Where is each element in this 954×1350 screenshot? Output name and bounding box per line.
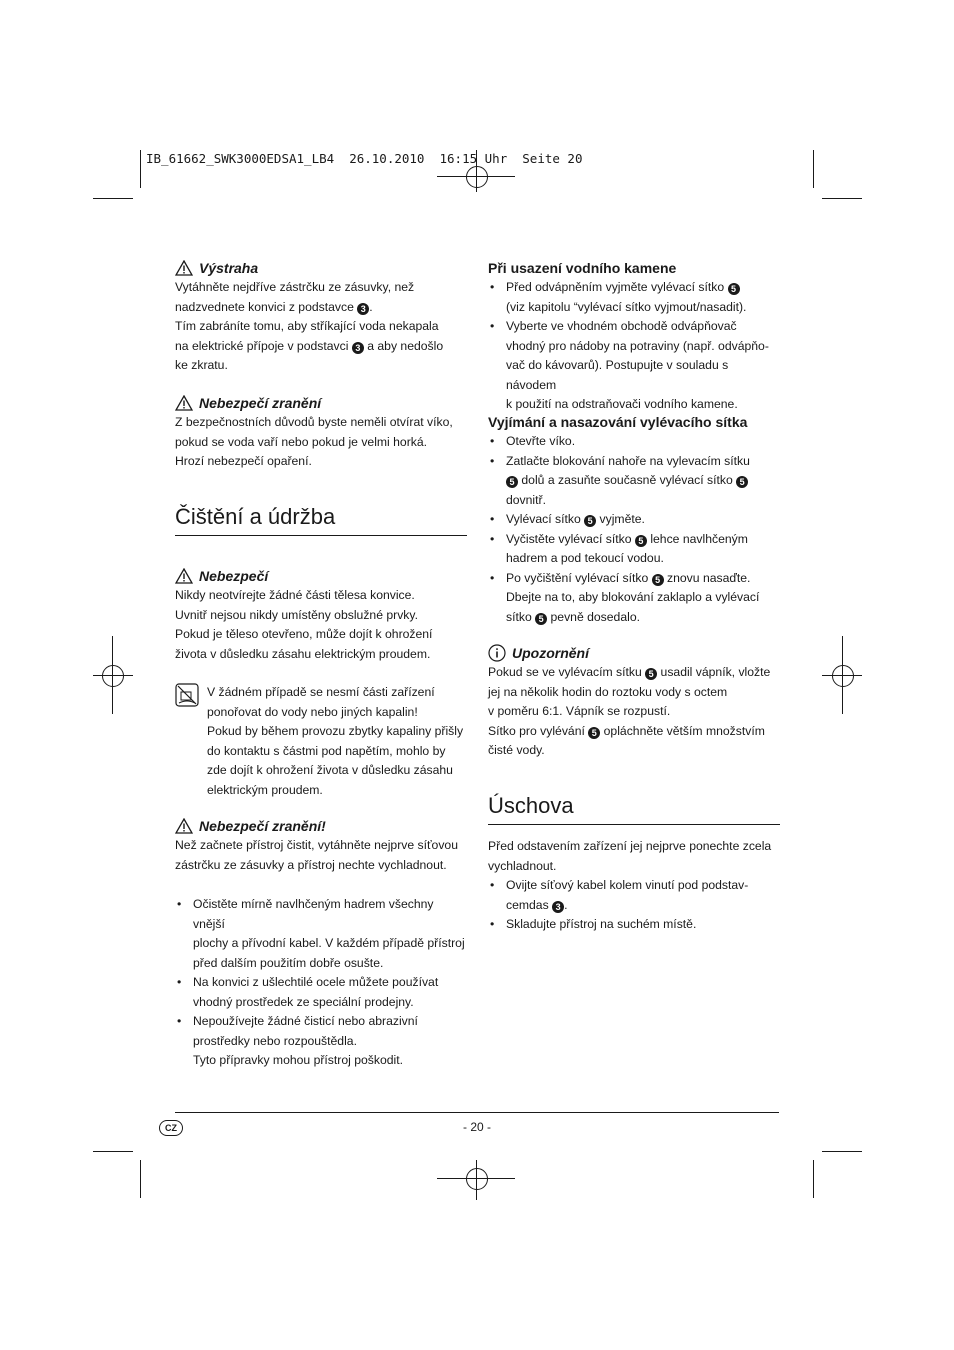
ref-number-icon: 5 bbox=[584, 515, 596, 527]
filter-block: Vyjímání a nasazování vylévacího sítka • Otevřte víko. • Zatlačte blokování nahoře na vylevacím sítku 5 dolů a zasuňte současně vylévací sítko 5 dovnitř. • Vylévací sítko 5 vyjměte. • Vyčistěte vylévací sítko 5 lehce navlhčeným hadrem a pod tekoucí vodou. • Po vyčištění vylévací sítko 5 znovu nasaďte. Dbejte na to, aby blokování zaklaplo a vylévací sítko 5 pevně dosedalo. bbox=[488, 412, 780, 627]
list-item: • Vyčistěte vylévací sítko 5 lehce navlhčeným hadrem a pod tekoucí vodou. bbox=[488, 530, 780, 569]
list-item: • Vylévací sítko 5 vyjměte. bbox=[488, 510, 780, 530]
registration-mark bbox=[832, 665, 854, 687]
ref-number-icon: 3 bbox=[352, 342, 364, 354]
note-block: Upozornění Pokud se ve vylévacím sítku 5 usadil vápník, vložte jej na několik hodin do roztoku vody s octem v poměru 6:1. Vápník se rozpustí. Sítko pro vylévání 5 opláchněte větším množstvím čisté vody. bbox=[488, 643, 780, 761]
ref-number-icon: 5 bbox=[535, 613, 547, 625]
list-item: • Vyberte ve vhodném obchodě odvápňovač vhodný pro nádoby na potraviny (např. odvápňo- vač do kávovarů). Postupujte v souladu s návodem k použití na odstraňovači vodního kamene. bbox=[488, 317, 780, 415]
ref-number-icon: 5 bbox=[588, 727, 600, 739]
language-badge: CZ bbox=[159, 1120, 183, 1136]
ref-number-icon: 5 bbox=[635, 535, 647, 547]
list-item: • Skladujte přístroj na suchém místě. bbox=[488, 915, 780, 935]
list-item: • Po vyčištění vylévací sítko 5 znovu nasaďte. Dbejte na to, aby blokování zaklaplo a vylévací sítko 5 pevně dosedalo. bbox=[488, 569, 780, 628]
warning-heading: Nebezpečí zranění bbox=[175, 393, 467, 413]
ref-number-icon: 5 bbox=[728, 283, 740, 295]
info-icon bbox=[488, 644, 506, 662]
warning-block: Výstraha Vytáhněte nejdříve zástrčku ze zásuvky, než nadzvednete konvici z podstavce 3 . Tím zabráníte tomu, aby stříkající voda nekapala na elektrické přípoje v podstavci 3 a aby nedošlo ke zkratu. bbox=[175, 258, 467, 376]
cleaning-list bbox=[175, 895, 467, 1071]
crop-mark bbox=[93, 198, 133, 199]
list-item: • Zatlačte blokování nahoře na vylevacím sítku 5 dolů a zasuňte současně vylévací sítko 5 dovnitř. bbox=[488, 452, 780, 511]
no-submerge-text: V žádném případě se nesmí části zařízení ponořovat do vody nebo jiných kapalin! Pokud by během provozu zbytky kapaliny přišly do kontaktu s částmi pod napětím, mohlo by zde dojít k ohrožení života v důsledku zásahu elektrickým proudem. bbox=[207, 685, 464, 797]
note-heading: Upozornění bbox=[488, 643, 780, 663]
list-item: • Na konvici z ušlechtilé ocele můžete používat vhodný prostředek ze speciální prodejny. bbox=[175, 973, 467, 1012]
registration-mark bbox=[466, 1168, 488, 1190]
warning-heading: Výstraha bbox=[175, 258, 467, 278]
warning-triangle-icon bbox=[175, 260, 193, 276]
warning-heading: Nebezpečí zranění! bbox=[175, 816, 467, 836]
crop-mark bbox=[813, 1160, 814, 1198]
no-submerge-icon bbox=[175, 683, 199, 707]
section-heading: Úschova bbox=[488, 792, 780, 825]
page-number: - 20 - bbox=[462, 1120, 491, 1134]
crop-mark bbox=[93, 1151, 133, 1152]
ref-number-icon: 3 bbox=[552, 901, 564, 913]
print-slug: IB_61662_SWK3000EDSA1_LB4 26.10.2010 16:15 Uhr Seite 20 bbox=[146, 151, 583, 166]
ref-number-icon: 5 bbox=[736, 476, 748, 488]
crop-mark bbox=[813, 150, 814, 188]
list-item: • Nepoužívejte žádné čisticí nebo abrazivní prostředky nebo rozpouštědla. Tyto přípravky mohou přístroj poškodit. bbox=[175, 1012, 467, 1071]
ref-number-icon: 5 bbox=[652, 574, 664, 586]
crop-mark bbox=[822, 1151, 862, 1152]
warning-triangle-icon bbox=[175, 395, 193, 411]
crop-mark bbox=[822, 198, 862, 199]
warning-triangle-icon bbox=[175, 818, 193, 834]
ref-number-icon: 3 bbox=[357, 303, 369, 315]
limescale-block: Při usazení vodního kamene • Před odvápněním vyjměte vylévací sítko 5 (viz kapitolu “vylévací sítko vyjmout/nasadit). • Vyberte ve vhodném obchodě odvápňovač vhodný pro nádoby na potraviny (např. odvápňo- vač do kávovarů). Postupujte v souladu s návodem k použití na odstraňovači vodního kamene. bbox=[488, 258, 780, 415]
warning-block: Nebezpečí zranění! Než začnete přístroj čistit, vytáhněte nejprve síťovou zástrčku ze zásuvky a přístroj nechte vychladnout. bbox=[175, 816, 467, 875]
list-item: • Očistěte mírně navlhčeným hadrem všechny vnější plochy a přívodní kabel. V každém případě přístroj před dalším použitím dobře osušte. bbox=[175, 895, 467, 973]
registration-mark bbox=[466, 166, 488, 188]
ref-number-icon: 5 bbox=[506, 476, 518, 488]
warning-heading: Nebezpečí bbox=[175, 566, 467, 586]
section-heading: Čištění a údržba bbox=[175, 503, 467, 536]
list-item: • Před odvápněním vyjměte vylévací sítko 5 (viz kapitolu “vylévací sítko vyjmout/nasadit). bbox=[488, 278, 780, 317]
registration-mark bbox=[102, 665, 124, 687]
warning-block: Nebezpečí zranění Z bezpečnostních důvodů byste neměli otvírat víko, pokud se voda vaří nebo pokud je velmi horká. Hrozí nebezpečí opaření. bbox=[175, 393, 467, 472]
crop-mark bbox=[140, 1160, 141, 1198]
crop-mark bbox=[140, 150, 141, 188]
storage-block: Před odstavením zařízení jej nejprve ponechte zcela vychladnout. • Ovijte síťový kabel kolem vinutí pod podstav- cemdas 3 . • Skladujte přístroj na suchém místě. bbox=[488, 837, 780, 935]
list-item: • Ovijte síťový kabel kolem vinutí pod podstav- cemdas 3 . bbox=[488, 876, 780, 915]
warning-triangle-icon bbox=[175, 568, 193, 584]
warning-block: Nebezpečí Nikdy neotvírejte žádné části tělesa konvice. Uvnitř nejsou nikdy umístěny obslužné prvky. Pokud je těleso otevřeno, může dojít k ohrožení života v důsledku zásahu elektrickým proudem. bbox=[175, 566, 467, 664]
footer-rule bbox=[175, 1112, 779, 1113]
ref-number-icon: 5 bbox=[645, 668, 657, 680]
list-item: • Otevřte víko. bbox=[488, 432, 780, 452]
